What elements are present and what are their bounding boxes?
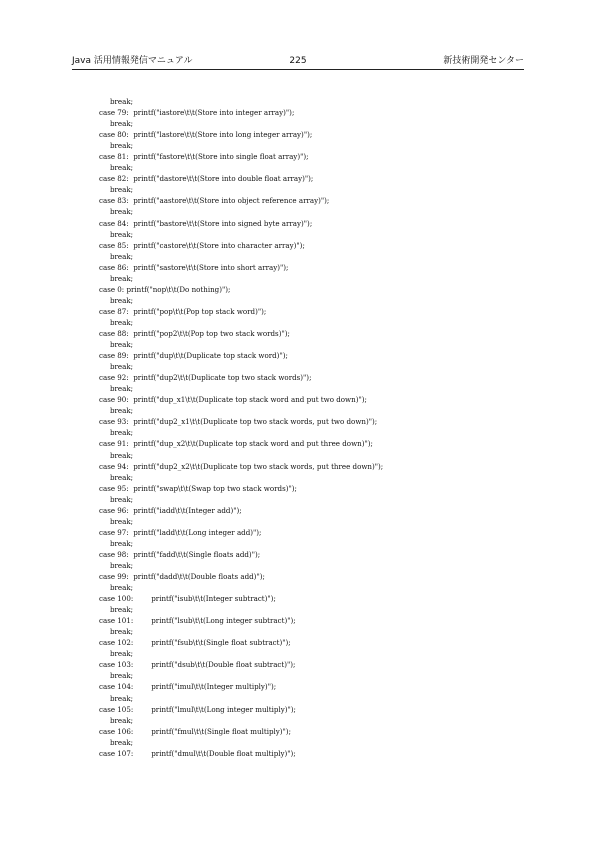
code-line: case 88: printf("pop2\t\t(Pop top two stack words)"); [99, 328, 290, 338]
code-line: break; [110, 671, 134, 681]
code-line: break; [110, 560, 134, 570]
code-line: case 93: printf("dup2_x1\t\t(Duplicate top two stack words, put two down)"); [99, 417, 378, 427]
header-document-title: Java 活用情報発信マニュアル [72, 56, 193, 66]
code-line: case 82: printf("dastore\t\t(Store into double float array)"); [99, 174, 314, 184]
code-line: case 105: printf("lmul\t\t(Long integer multiply)"); [99, 704, 296, 714]
code-line: case 79: printf("iastore\t\t(Store into integer array)"); [99, 108, 295, 118]
code-line: case 80: printf("lastore\t\t(Store into long integer array)"); [99, 130, 313, 140]
code-line: case 103: printf("dsub\t\t(Double float subtract)"); [99, 660, 296, 670]
code-line: break; [110, 516, 134, 526]
code-line: case 90: printf("dup_x1\t\t(Duplicate top stack word and put two down)"); [99, 395, 367, 405]
code-line: case 81: printf("fastore\t\t(Store into single float array)"); [99, 152, 309, 162]
code-line: case 89: printf("dup\t\t(Duplicate top stack word)"); [99, 351, 288, 361]
code-line: case 0: printf("nop\t\t(Do nothing)"); [99, 284, 231, 294]
code-line: case 97: printf("ladd\t\t(Long integer add)"); [99, 527, 262, 537]
code-line: break; [110, 693, 134, 703]
code-line: case 94: printf("dup2_x2\t\t(Duplicate top two stack words, put three down)"); [99, 461, 384, 471]
code-listing [99, 96, 529, 759]
code-line: break; [110, 406, 134, 416]
code-line: break; [110, 317, 134, 327]
code-line: case 101: printf("lsub\t\t(Long integer subtract)"); [99, 616, 296, 626]
code-line: break; [110, 472, 134, 482]
code-line: break; [110, 251, 134, 261]
code-line: case 91: printf("dup_x2\t\t(Duplicate top stack word and put three down)"); [99, 439, 373, 449]
code-line: case 98: printf("fadd\t\t(Single floats add)"); [99, 549, 261, 559]
code-line: case 104: printf("imul\t\t(Integer multiply)"); [99, 682, 277, 692]
code-line: case 102: printf("fsub\t\t(Single float subtract)"); [99, 638, 291, 648]
code-line: break; [110, 119, 134, 129]
code-line: case 107: printf("dmul\t\t(Double float multiply)"); [99, 748, 296, 758]
code-line: case 92: printf("dup2\t\t(Duplicate top two stack words)"); [99, 373, 312, 383]
code-line: case 100: printf("isub\t\t(Integer subtract)"); [99, 594, 276, 604]
code-line: case 84: printf("bastore\t\t(Store into signed byte array)"); [99, 218, 313, 228]
code-line: case 95: printf("swap\t\t(Swap top two stack words)"); [99, 483, 297, 493]
page-header [72, 54, 524, 68]
code-line: case 96: printf("iadd\t\t(Integer add)"); [99, 505, 242, 515]
code-line: break; [110, 295, 134, 305]
code-line: break; [110, 141, 134, 151]
code-line: break; [110, 649, 134, 659]
code-line: case 106: printf("fmul\t\t(Single float multiply)"); [99, 726, 291, 736]
code-line: break; [110, 494, 134, 504]
code-line: break; [110, 163, 134, 173]
header-page-number: 225 [289, 56, 307, 66]
code-line: case 86: printf("sastore\t\t(Store into short array)"); [99, 262, 289, 272]
code-line: break; [110, 538, 134, 548]
code-line: break; [110, 207, 134, 217]
code-line: break; [110, 583, 134, 593]
code-line: break; [110, 362, 134, 372]
code-line: break; [110, 185, 134, 195]
code-line: break; [110, 450, 134, 460]
code-line: break; [110, 428, 134, 438]
code-line: case 99: printf("dadd\t\t(Double floats add)"); [99, 572, 265, 582]
code-line: break; [110, 229, 134, 239]
code-line: case 85: printf("castore\t\t(Store into character array)"); [99, 240, 305, 250]
code-line: case 87: printf("pop\t\t(Pop top stack word)"); [99, 306, 267, 316]
code-line: break; [110, 384, 134, 394]
code-line: break; [110, 715, 134, 725]
code-line: case 83: printf("aastore\t\t(Store into object reference array)"); [99, 196, 330, 206]
code-line: break; [110, 605, 134, 615]
header-divider [72, 69, 524, 70]
code-line: break; [110, 273, 134, 283]
header-organization: 新技術開発センター [443, 56, 524, 66]
code-line: break; [110, 97, 134, 106]
code-line: break; [110, 627, 134, 637]
code-line: break; [110, 340, 134, 350]
code-line: break; [110, 737, 134, 747]
